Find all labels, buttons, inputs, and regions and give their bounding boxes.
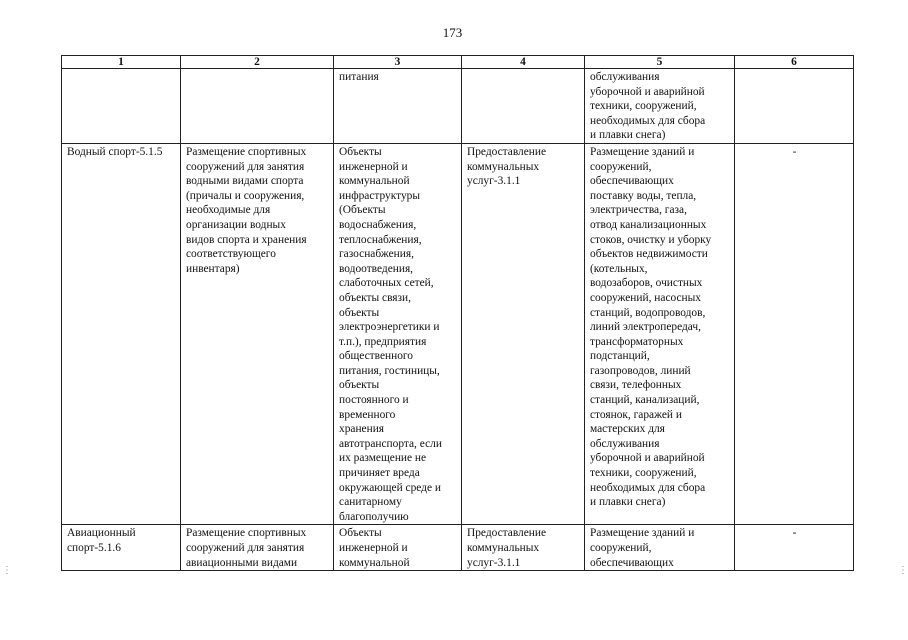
scan-edge-mark-left: ⋮ (2, 565, 12, 576)
table-cell: Предоставление коммунальных услуг-3.1.1 (462, 143, 585, 524)
table-cell: Размещение зданий и сооружений, обеспечивающих (585, 525, 735, 571)
table-row (62, 525, 854, 571)
table-cell: Объекты инженерной и коммунальной инфраструктуры (Объекты водоснабжения, теплоснабжения, газоснабжения, водоотведения, слаботочных сетей, объекты связи, объекты электроэнергетики и т.п.), предприятия общественного питания, гостиницы, объекты постоянного и временного хранения автотранспорта, если их размещение не причиняет вреда окружающей среде и санитарному благополучию (334, 143, 462, 524)
table-cell: Размещение спортивных сооружений для занятия авиационными видами (181, 525, 334, 571)
column-header: 3 (334, 56, 462, 69)
table-cell: - (735, 143, 854, 524)
scan-edge-mark-right: ⋮ (898, 565, 908, 576)
table-cell: Водный спорт-5.1.5 (62, 143, 181, 524)
table-cell: Предоставление коммунальных услуг-3.1.1 (462, 525, 585, 571)
table-cell: обслуживания уборочной и аварийной техники, сооружений, необходимых для сбора и плавки снега) (585, 69, 735, 144)
table-cell: питания (334, 69, 462, 144)
page-number: 173 (442, 25, 463, 40)
table-row (62, 143, 854, 524)
table-cell (462, 69, 585, 144)
table-row (62, 69, 854, 144)
table-cell (62, 69, 181, 144)
table-cell: Размещение спортивных сооружений для занятия водными видами спорта (причалы и сооружения, необходимые для организации водных видов спорта и хранения соответствующего инвентаря) (181, 143, 334, 524)
table-cell: - (735, 525, 854, 571)
column-header: 2 (181, 56, 334, 69)
table-cell: Размещение зданий и сооружений, обеспечивающих поставку воды, тепла, электричества, газа, отвод канализационных стоков, очистку и уборку объектов недвижимости (котельных, водозаборов, очистных сооружений, насосных станций, водопроводов, линий электропередач, трансформаторных подстанций, газопроводов, линий связи, телефонных станций, канализаций, стоянок, гаражей и мастерских для обслуживания уборочной и аварийной техники, сооружений, необходимых для сбора и плавки снега) (585, 143, 735, 524)
column-header: 6 (735, 56, 854, 69)
table-cell (735, 69, 854, 144)
table-cell: Авиационный спорт-5.1.6 (62, 525, 181, 571)
column-header: 4 (462, 56, 585, 69)
table-cell (181, 69, 334, 144)
land-use-table (61, 55, 854, 571)
table-cell: Объекты инженерной и коммунальной (334, 525, 462, 571)
column-header: 1 (62, 56, 181, 69)
column-header: 5 (585, 56, 735, 69)
table-header-row (62, 56, 854, 69)
